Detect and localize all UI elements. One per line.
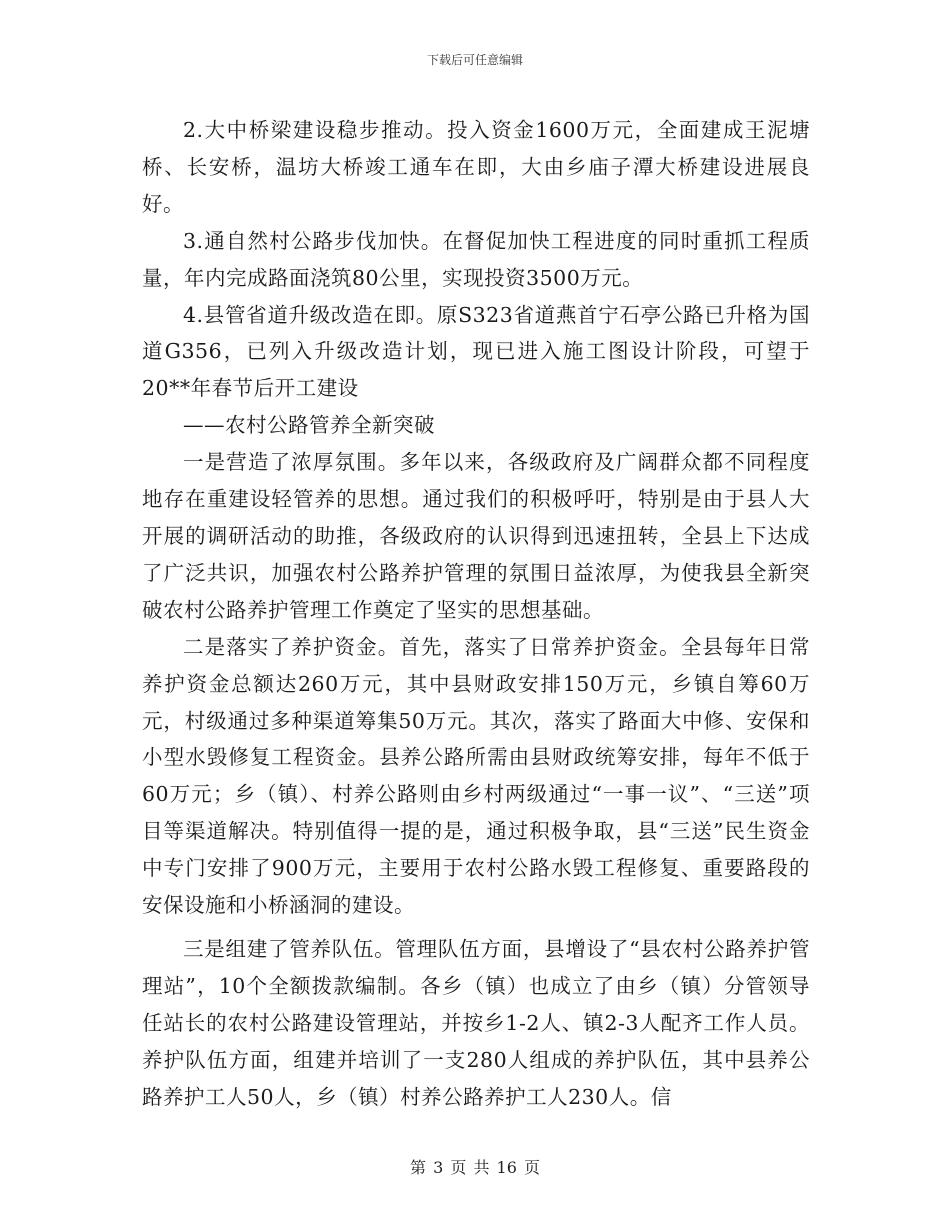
- document-body: [142, 112, 810, 1115]
- paragraph-village-roads: 3.通自然村公路步伐加快。在督促加快工程进度的同时重抓工程质量，年内完成路面浇筑80公里，实现投资3500万元。: [142, 228, 810, 290]
- page-header: 下载后可任意编辑: [426, 53, 523, 67]
- paragraph-atmosphere: 一是营造了浓厚氛围。多年以来，各级政府及广阔群众都不同程度地存在重建设轻管养的思想。通过我们的积极呼吁，特别是由于县人大开展的调研活动的助推，各级政府的认识得到迅速扭转，全县上下达成了广泛共识，加强农村公路养护管理的氛围日益浓厚，为使我县全新突破农村公路养护管理工作奠定了坚实的思想基础。: [142, 450, 810, 622]
- page-footer: 第 3 页 共 16 页: [410, 1158, 540, 1177]
- paragraph-bridge-construction: 2.大中桥梁建设稳步推动。投入资金1600万元，全面建成王泥塘桥、长安桥，温坊大桥竣工通车在即，大由乡庙子潭大桥建设进展良好。: [142, 118, 810, 216]
- paragraph-maintenance-team: 三是组建了管养队伍。管理队伍方面，县增设了“县农村公路养护管理站”，10个全额拨款编制。各乡（镇）也成立了由乡（镇）分管领导任站长的农村公路建设管理站，并按乡1-2人、镇2-3人配齐工作人员。养护队伍方面，组建并培训了一支280人组成的养护队伍，其中县养公路养护工人50人，乡（镇）村养公路养护工人230人。信: [142, 936, 810, 1109]
- section-heading-maintenance: ——农村公路管养全新突破: [183, 413, 435, 438]
- paragraph-provincial-road-upgrade: 4.县管省道升级改造在即。原S323省道燕首宁石亭公路已升格为国道G356，已列入升级改造计划，现已进入施工图设计阶段，可望于20**年春节后开工建设: [142, 302, 810, 401]
- paragraph-maintenance-funds: 二是落实了养护资金。首先，落实了日常养护资金。全县每年日常养护资金总额达260万元，其中县财政安排150万元，乡镇自筹60万元，村级通过多种渠道筹集50万元。其次，落实了路面大中修、安保和小型水毁修复工程资金。县养公路所需由县财政统筹安排，每年不低于60万元；乡（镇）、村养公路则由乡村两级通过“一事一议”、“三送”项目等渠道解决。特别值得一提的是，通过积极争取，县“三送”民生资金中专门安排了900万元，主要用于农村公路水毁工程修复、重要路段的安保设施和小桥涵洞的建设。: [142, 634, 810, 918]
